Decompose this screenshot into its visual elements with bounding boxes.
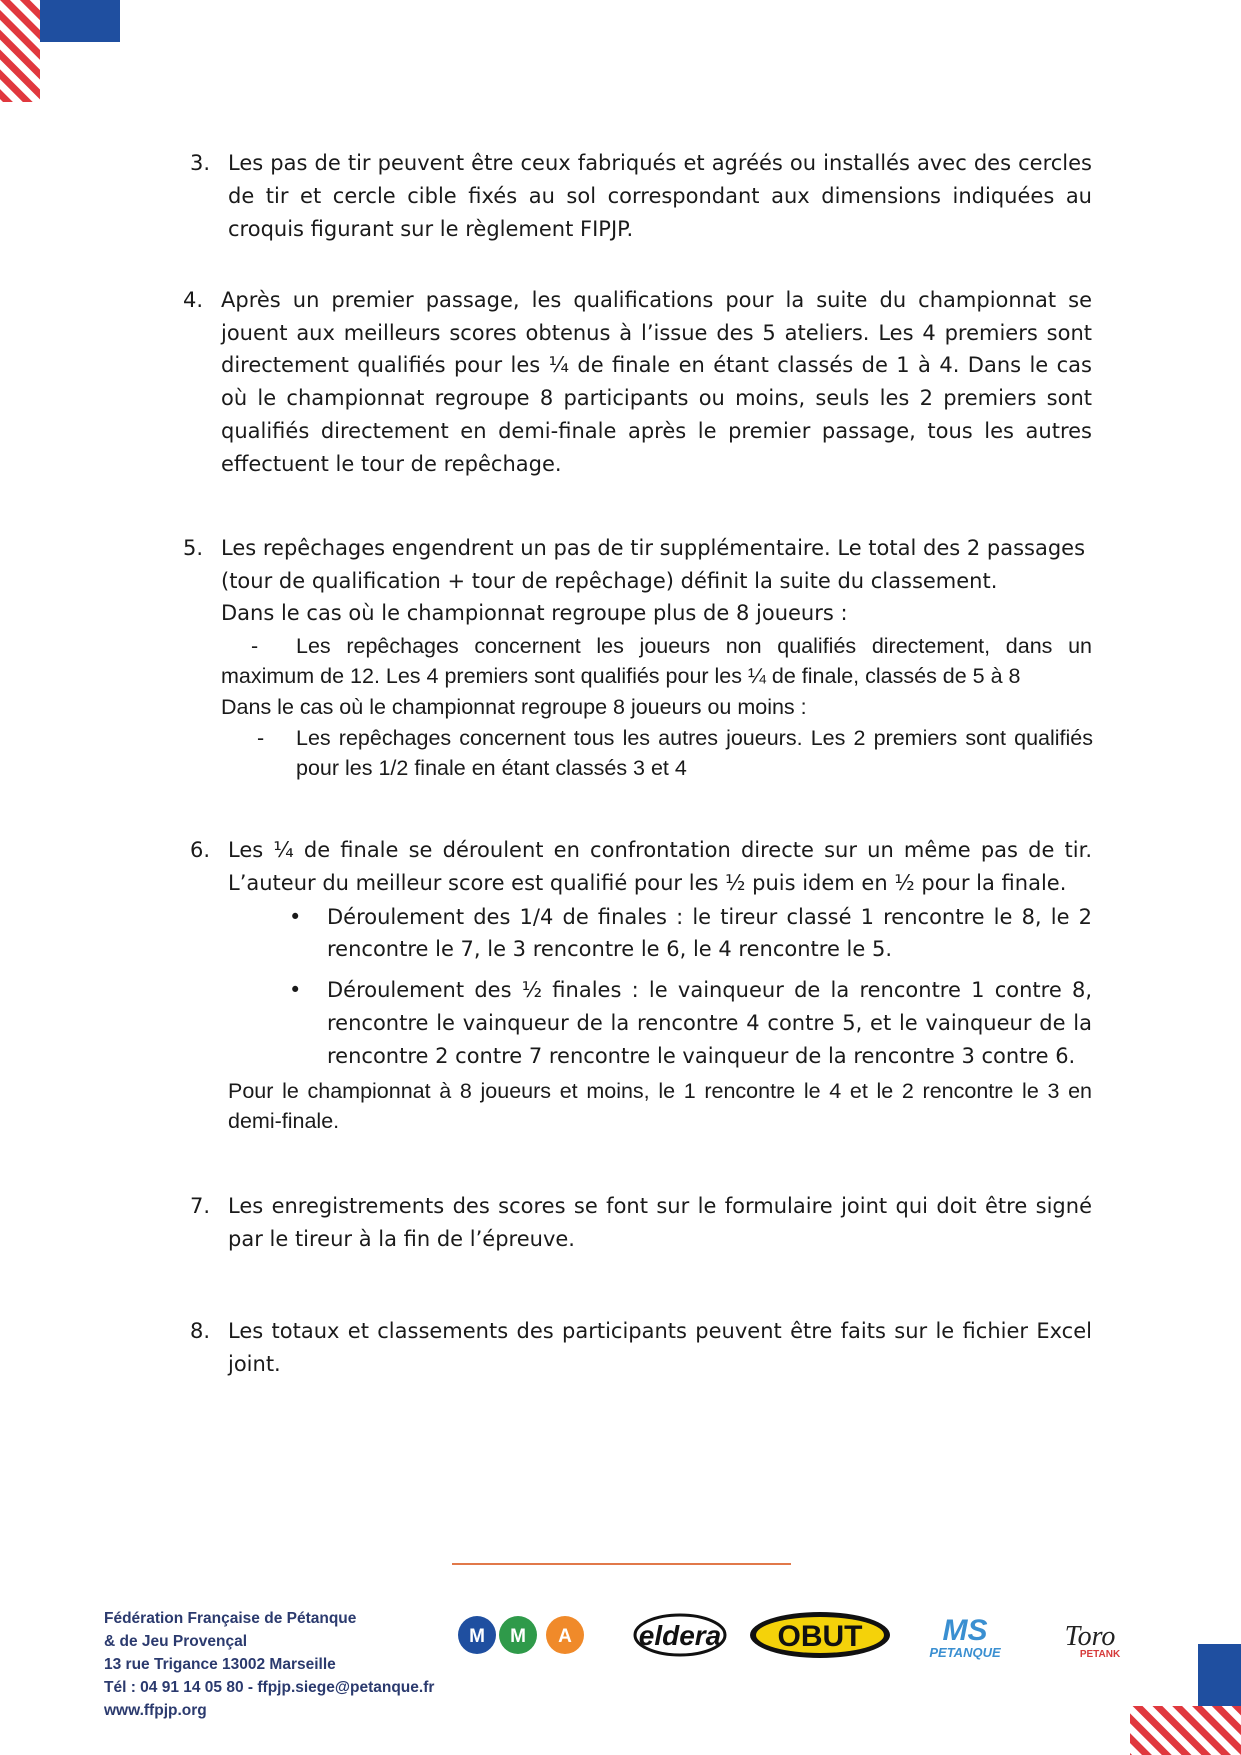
ms-text: MS [942, 1614, 988, 1647]
sub-text: Les repêchages concernent les joueurs non qualifiés directement, dans un [296, 634, 1092, 658]
federation-name-2: & de Jeu Provençal [104, 1633, 248, 1650]
mma-m2: M [510, 1626, 526, 1647]
item-number: 8. [190, 1319, 211, 1343]
footer-address [104, 1607, 434, 1722]
dash-marker: - [257, 726, 265, 750]
obut-logo [750, 1612, 890, 1658]
item-number: 4. [183, 288, 204, 312]
sponsor-logos [455, 1605, 1145, 1665]
corner-decoration-bottom [1130, 1644, 1241, 1755]
item-note: Pour le championnat à 8 joueurs et moins, le 1 rencontre le 4 et le 2 rencontre le 3 en demi-finale. [228, 1079, 1092, 1133]
mma-logo [458, 1616, 584, 1654]
bullet-text: Déroulement des 1/4 de finales : le tireur classé 1 rencontre le 8, le 2 rencontre le 7, le 3 rencontre le 6, le 4 rencontre le 5. [327, 905, 1092, 961]
ms-petanque-logo [929, 1614, 1001, 1660]
eldera-logo [635, 1615, 725, 1655]
contact-line: Tél : 04 91 14 05 80 - ffpjp.siege@petanque.fr [104, 1679, 435, 1696]
item-text: Les pas de tir peuvent être ceux fabriqués et agréés ou installés avec des cercles de tir et cercle cible fixés au sol correspondant aux dimensions indiquées au croquis figurant sur le règlement FIPJP. [228, 151, 1092, 241]
ms-sub: PETANQUE [929, 1645, 1001, 1660]
bullet-marker: • [289, 905, 302, 929]
item-text: Les ¼ de finale se déroulent en confrontation directe sur un même pas de tir. L’auteur du meilleur score est qualifié pour les ½ puis idem en ½ pour la finale. [228, 838, 1092, 895]
bullet-marker: • [289, 978, 302, 1002]
mma-m1: M [469, 1626, 485, 1647]
website: www.ffpjp.org [104, 1702, 207, 1719]
mma-a: A [558, 1626, 572, 1647]
sub-text: maximum de 12. Les 4 premiers sont qualifiés pour les ¼ de finale, classés de 5 à 8 [221, 664, 1021, 688]
dash-marker: - [251, 634, 259, 658]
item-text-line: Les repêchages engendrent un pas de tir supplémentaire. Le total des 2 passages [221, 536, 1086, 560]
toro-logo [1065, 1621, 1121, 1660]
eldera-text: eldera [638, 1620, 722, 1651]
item-text: Après un premier passage, les qualifications pour la suite du championnat se jouent aux meilleurs scores obtenus à l’issue des 5 ateliers. Les 4 premiers sont directement qualifiés pour les ¼ de finale en étant classés de 1 à 4. Dans le cas où le championnat regroupe 8 participants ou moins, seuls les 2 premiers sont qualifiés directement en demi-finale après le premier passage, tous les autres effectuent le tour de repêchage. [221, 288, 1092, 476]
sub-text: Les repêchages concernent tous les autres joueurs. Les 2 premiers sont qualifiés pour les 1/2 finale en étant classés 3 et 4 [296, 726, 1093, 780]
item-number: 3. [190, 151, 211, 175]
corner-decoration-top [0, 0, 120, 104]
item-text-line: Dans le cas où le championnat regroupe plus de 8 joueurs : [221, 601, 848, 625]
street-address: 13 rue Trigance 13002 Marseille [104, 1656, 336, 1673]
bullet-text: Déroulement des ½ finales : le vainqueur de la rencontre 1 contre 8, rencontre le vainqueur de la rencontre 4 contre 5, et le vainqueur de la rencontre 2 contre 7 rencontre le vainqueur de la rencontre 3 contre 6. [327, 978, 1092, 1068]
toro-sub: PETANK [1079, 1649, 1121, 1660]
obut-text: OBUT [777, 1620, 863, 1653]
item-number: 6. [190, 838, 211, 862]
item-text: Les enregistrements des scores se font sur le formulaire joint qui doit être signé par le tireur à la fin de l’épreuve. [228, 1194, 1092, 1251]
item-number: 5. [183, 536, 204, 560]
toro-text: Toro [1064, 1621, 1116, 1652]
sub-text: Dans le cas où le championnat regroupe 8 joueurs ou moins : [221, 695, 807, 719]
item-number: 7. [190, 1194, 211, 1218]
federation-name: Fédération Française de Pétanque [104, 1610, 357, 1627]
item-text: Les totaux et classements des participants peuvent être faits sur le fichier Excel joint. [228, 1319, 1092, 1376]
footer-separator [452, 1563, 791, 1565]
item-text-line: (tour de qualification + tour de repêchage) définit la suite du classement. [221, 568, 998, 593]
